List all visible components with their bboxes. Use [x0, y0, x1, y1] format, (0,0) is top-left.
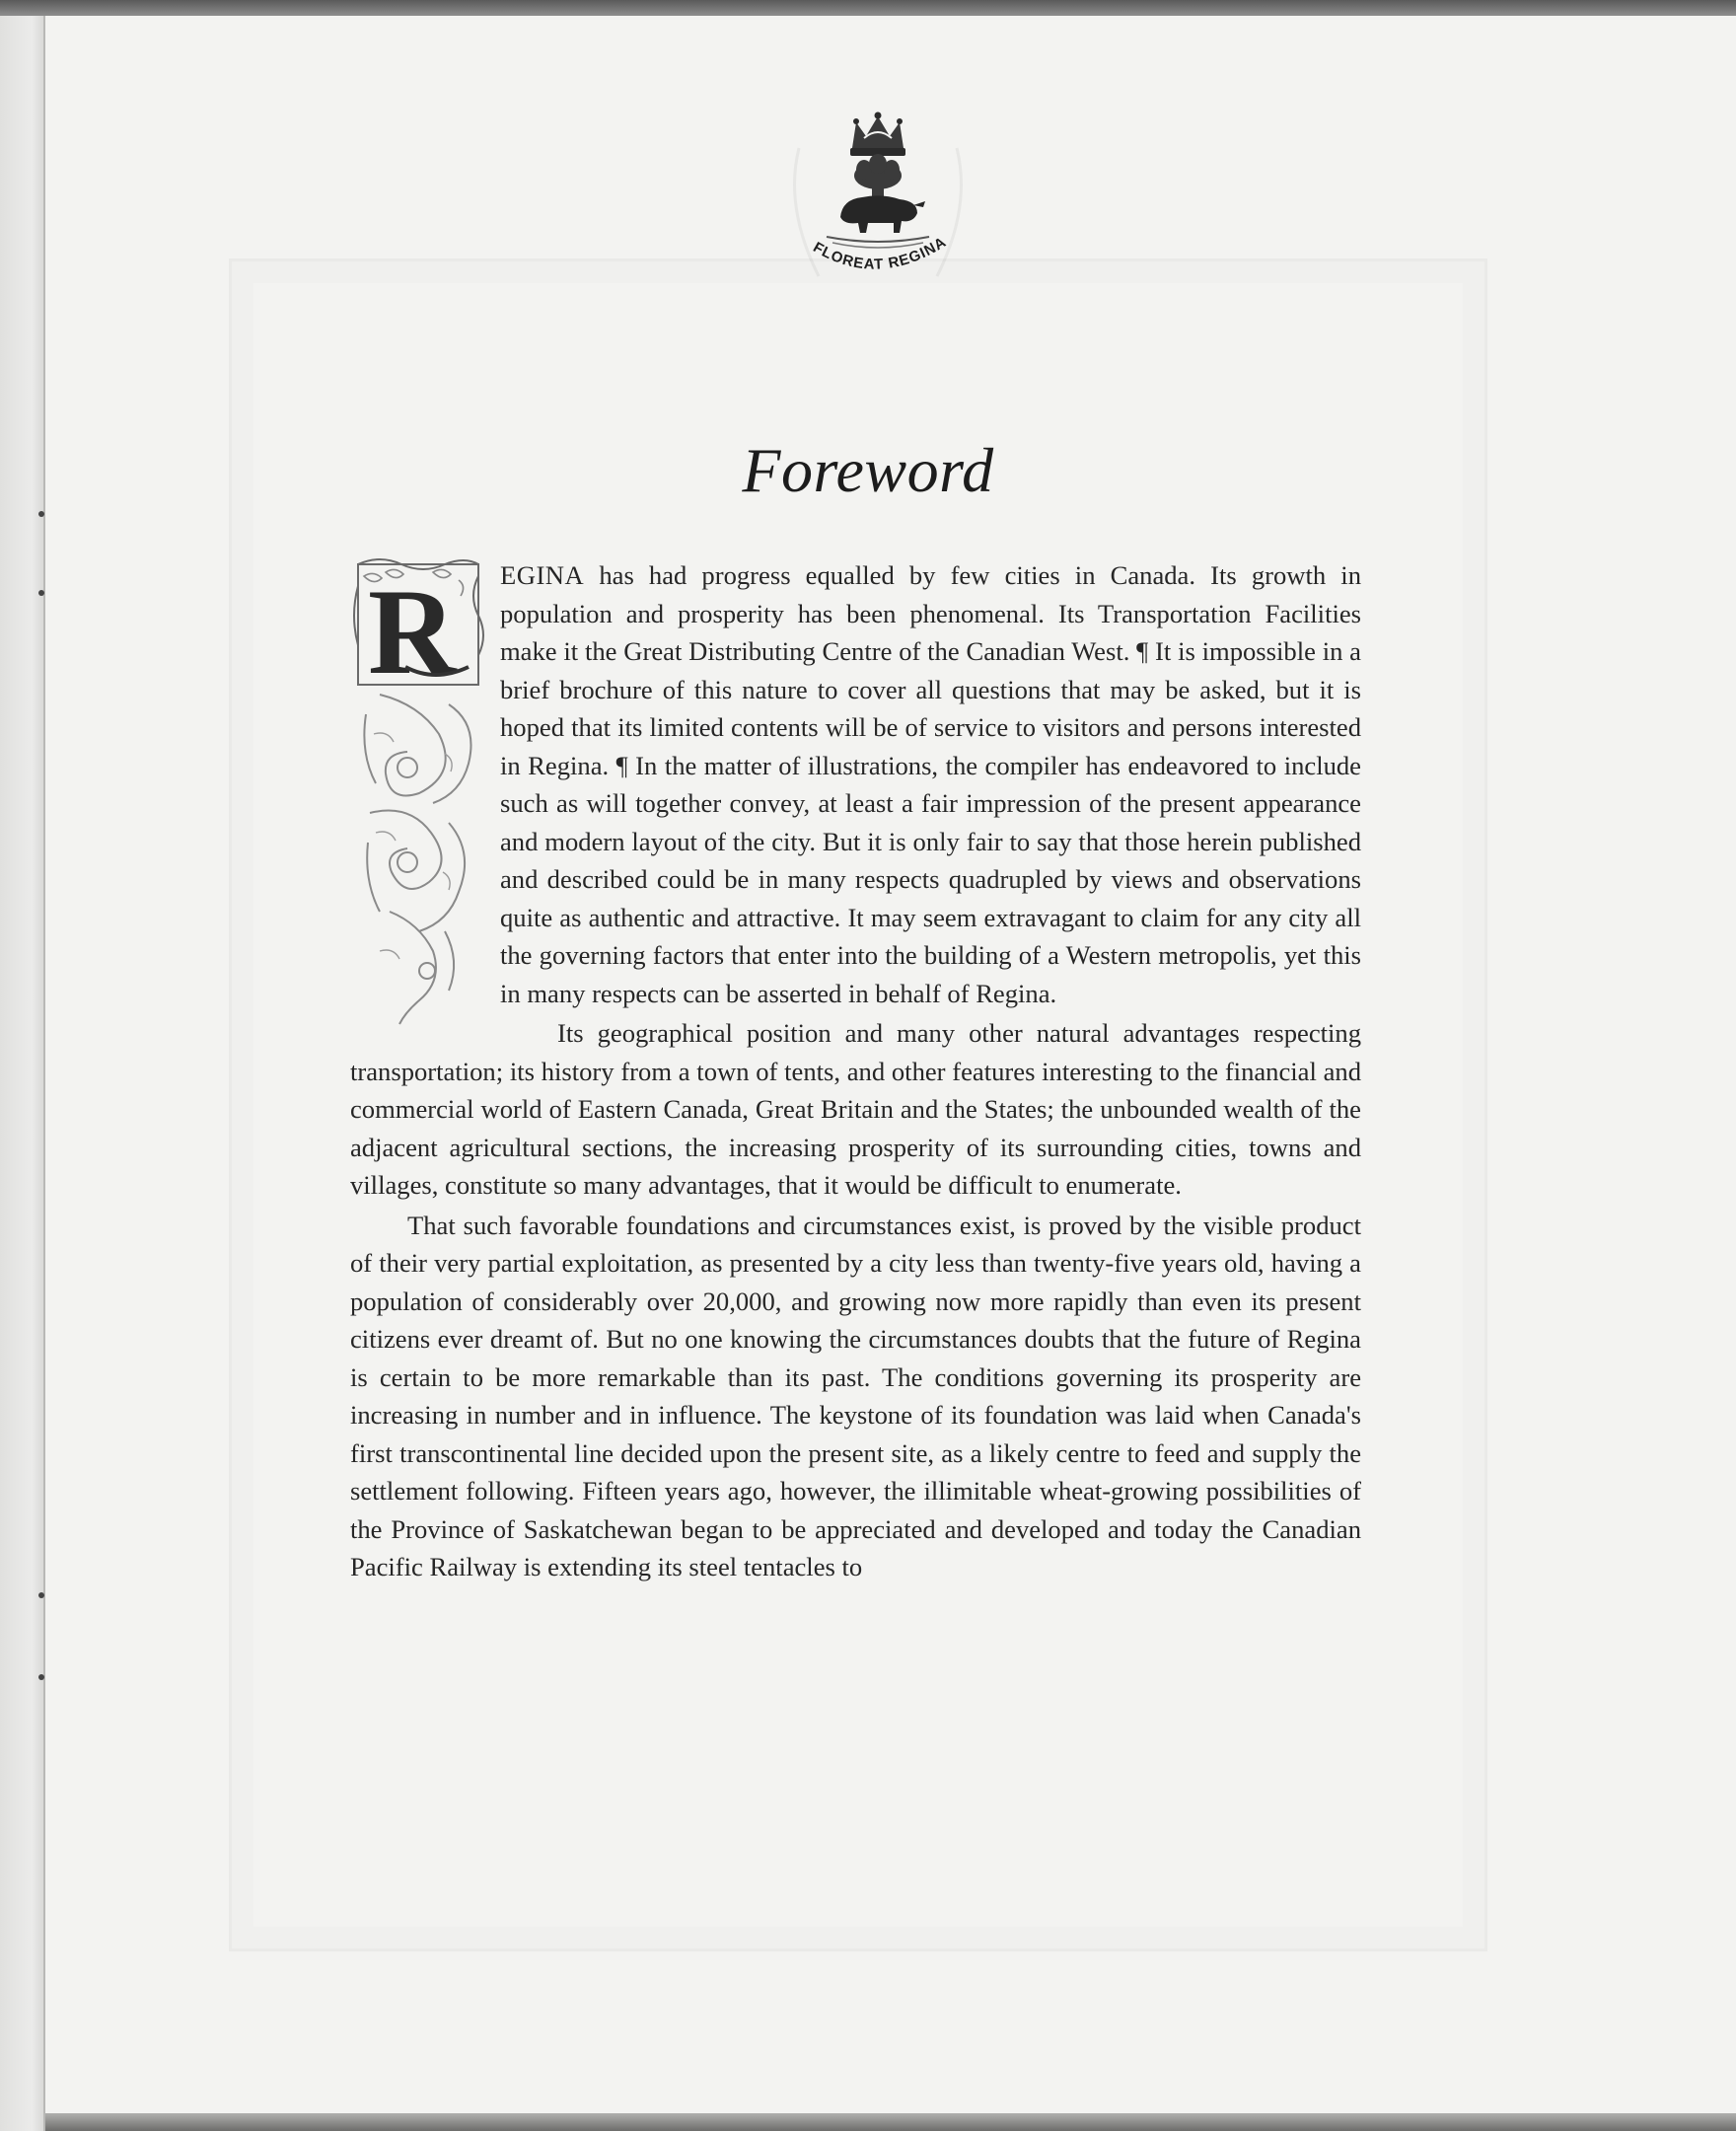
ornate-initial-r — [350, 556, 486, 1028]
binding-dot — [38, 511, 44, 517]
intro-text: has had progress equalled by few cities in Canada. Its growth in population and prosperity has been phenomenal. Its Transportation Facilities make it the Great Distributing Centre of the Canadian West. ¶ It is impossible in a brief brochure of this nature to cover all questions that may be asked, but it is hoped that its limited contents will be of service to visitors and persons interested in Regina. ¶ In the matter of illustrations, the compiler has endeavored to include such as will together convey, at least a fair impression of the present appearance and modern layout of the city. But it is only fair to say that those herein published and described could be in many respects quadrupled by views and observations quite as authentic and attractive. It may seem extravagant to claim for any city all the governing factors that enter into the building of a Western metropolis, yet this in many respects can be asserted in behalf of Regina. — [500, 560, 1361, 1008]
gutter-line — [43, 16, 45, 2131]
binding-dot — [38, 1592, 44, 1598]
page-bottom-edge — [45, 2113, 1736, 2131]
foreword-body — [350, 556, 1361, 1586]
crest-motto: FLOREAT REGINA — [810, 233, 950, 273]
paragraph-intro — [350, 556, 1361, 1012]
paragraph-foundations: That such favorable foundations and circumstances exist, is proved by the visible product of their very partial exploitation, as presented by a city less than twenty-five years old, having a population of considerably over 20,000, and growing now more rapidly than even its present citizens ever dreamt of. But no one knowing the circumstances doubts that the future of Regina is certain to be more remarkable than its past. The conditions governing its prosperity are increasing in number and in influence. The keystone of its foundation was laid when Canada's first transcontinental line decided upon the present site, as a likely centre to feed and supply the settlement following. Fifteen years ago, however, the illimitable wheat-growing possibilities of the Province of Saskatchewan began to be appreciated and developed and today the Canadian Pacific Railway is extending its steel tentacles to — [350, 1210, 1361, 1581]
intro-opening-word: EGINA — [500, 560, 585, 590]
binding-gutter — [0, 16, 45, 2131]
binding-dot — [38, 1674, 44, 1680]
page-title: Foreword — [742, 435, 994, 505]
paragraph-geography: Its geographical position and many other natural advantages respecting transportation; its history from a town of tents, and other features interesting to the financial and commercial world of Eastern Canada, Great Britain and the States; the unbounded wealth of the adjacent agricultural sections, the increasing prosperity of its surrounding cities, towns and villages, constitute so many advantages, that it would be difficult to enumerate. — [350, 1018, 1361, 1200]
binding-dot — [38, 590, 44, 596]
regina-crest-emblem — [779, 109, 976, 286]
crown-icon — [850, 112, 905, 157]
drop-cap-letter: R — [368, 564, 457, 699]
buffalo-icon — [840, 195, 925, 233]
page-top-edge — [0, 0, 1736, 16]
